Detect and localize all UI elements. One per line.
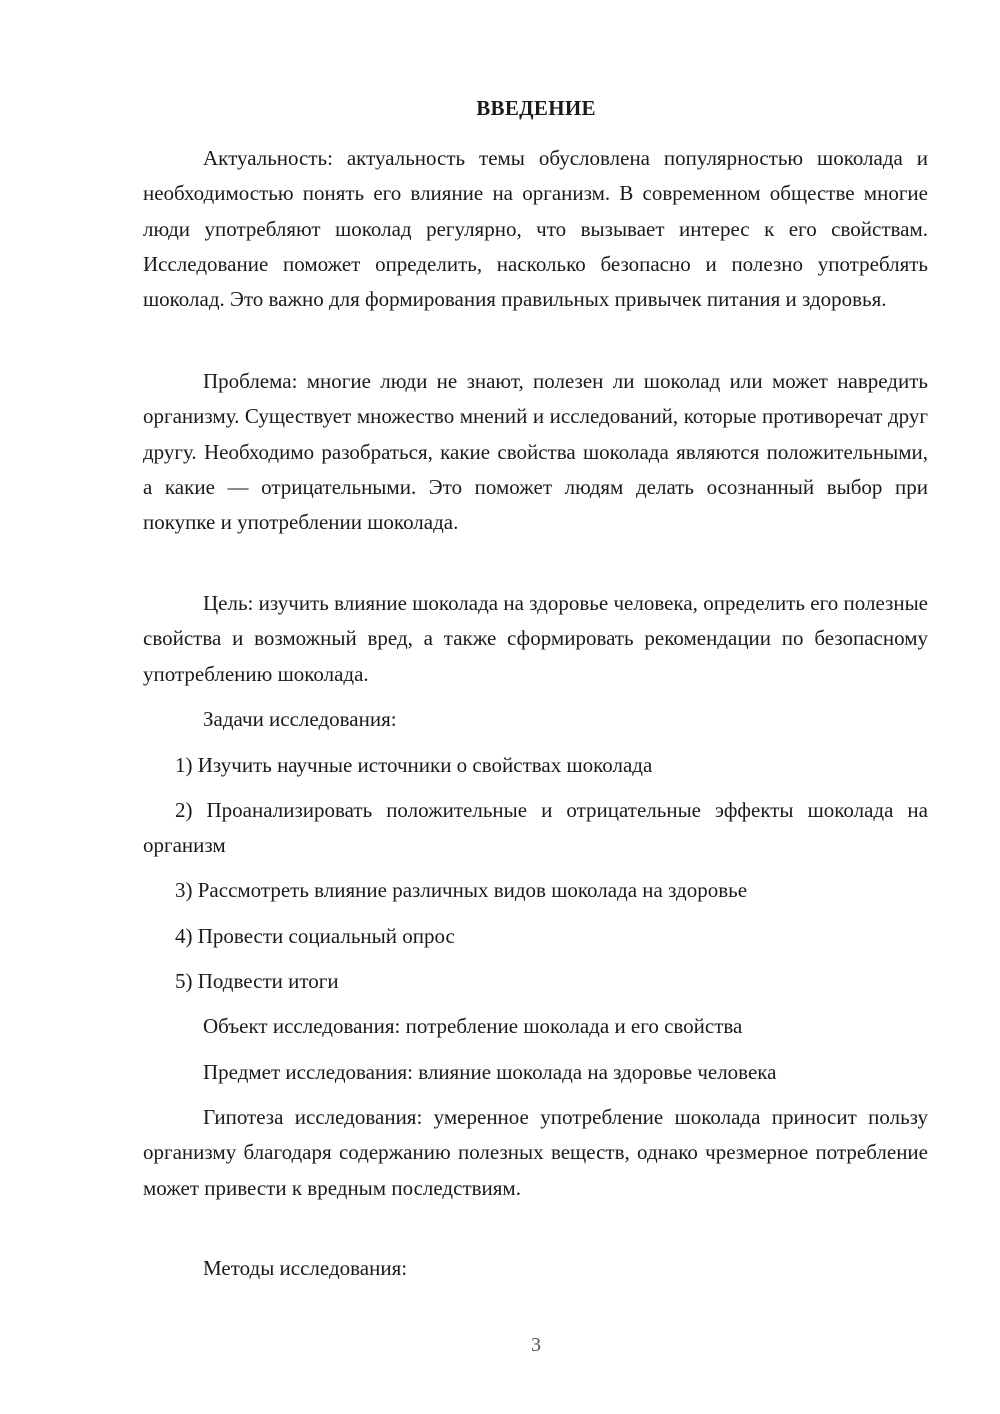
hypothesis-paragraph: Гипотеза исследования: умеренное употребление шоколада приносит пользу организму благодаря содержанию полезных веществ, однако чрезмерное потребление может привести к вредным последствиям. bbox=[143, 1105, 928, 1200]
page-number: 3 bbox=[531, 1334, 541, 1356]
section-heading: ВВЕДЕНИЕ bbox=[476, 96, 596, 120]
problem-paragraph: Проблема: многие люди не знают, полезен ли шоколад или может навредить организму. Существует множество мнений и исследований, которые противоречат друг другу. Необходимо разобраться, какие свойства шоколада являются положительными, а какие — отрицательными. Это поможет людям делать осознанный выбор при покупке и употреблении шоколада. bbox=[143, 369, 928, 535]
tasks-heading: Задачи исследования: bbox=[203, 707, 397, 731]
goal-paragraph: Цель: изучить влияние шоколада на здоровье человека, определить его полезные свойства и возможный вред, а также сформировать рекомендации по безопасному употреблению шоколада. bbox=[143, 591, 928, 686]
methods-heading: Методы исследования: bbox=[203, 1256, 408, 1280]
object-paragraph: Объект исследования: потребление шоколада и его свойства bbox=[203, 1014, 743, 1038]
task-item-4: 4) Провести социальный опрос bbox=[175, 924, 455, 948]
task-item-5: 5) Подвести итоги bbox=[175, 969, 339, 993]
task-item-3: 3) Рассмотреть влияние различных видов шоколада на здоровье bbox=[175, 878, 748, 902]
task-item-2: 2) Проанализировать положительные и отрицательные эффекты шоколада на организм bbox=[143, 798, 928, 858]
task-item-1: 1) Изучить научные источники о свойствах шоколада bbox=[175, 753, 653, 777]
relevance-paragraph: Актуальность: актуальность темы обусловлена популярностью шоколада и необходимостью понять его влияние на организм. В современном обществе многие люди употребляют шоколад регулярно, что вызывает интерес к его свойствам. Исследование поможет определить, насколько безопасно и полезно употреблять шоколад. Это важно для формирования правильных привычек питания и здоровья. bbox=[143, 146, 928, 312]
subject-paragraph: Предмет исследования: влияние шоколада на здоровье человека bbox=[203, 1060, 777, 1084]
